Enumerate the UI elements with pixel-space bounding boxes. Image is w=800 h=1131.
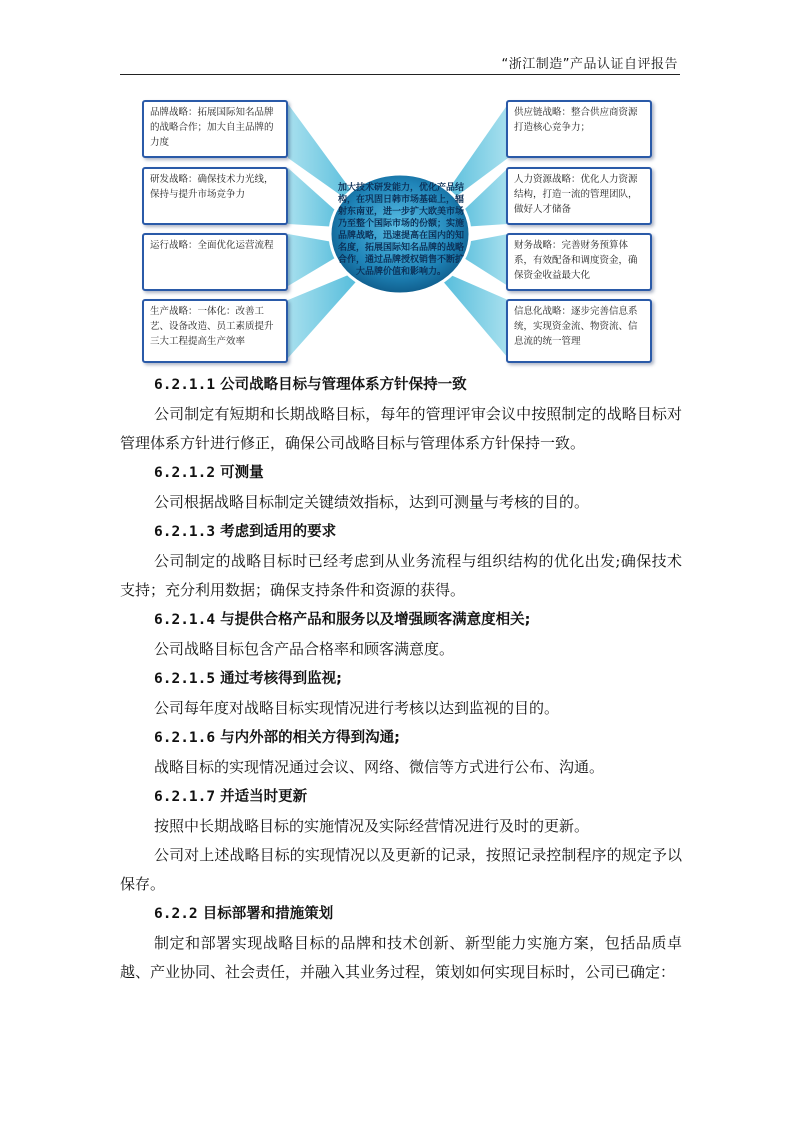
paragraph: 战略目标的实现情况通过会议、网络、微信等方式进行公布、沟通。 <box>154 758 605 776</box>
section-heading: 6.2.1.7 并适当时更新 <box>154 789 308 805</box>
paragraph: 公司根据战略目标制定关键绩效指标，达到可测量与考核的目的。 <box>154 493 590 511</box>
strategy-box-finance: 财务战略：完善财务预算体系，有效配备和调度资金，确保资金收益最大化 <box>506 233 652 291</box>
section <box>120 370 682 458</box>
strategy-box-brand: 品牌战略：拓展国际知名品牌的战略合作；加大自主品牌的力度 <box>142 100 288 158</box>
center-strategy-text: 加大技术研发能力，优化产品结构，在巩固日韩市场基础上，辐射东南亚，进一步扩大欧美市场乃至整个国际市场的份额；实施品牌战略，迅速提高在国内的知名度，拓展国际知名品牌的战略合作，通过品牌授权销售不断扩大品牌价值和影响力。 <box>338 183 464 277</box>
paragraph: 公司对上述战略目标的实现情况以及更新的记录，按照记录控制程序的规定予以保存。 <box>120 846 682 893</box>
header-title: “浙江制造”产品认证自评报告 <box>501 57 678 72</box>
section <box>120 664 682 723</box>
strategy-box-hr: 人力资源战略：优化人力资源结构，打造一流的管理团队，做好人才储备 <box>506 167 652 225</box>
section-heading: 6.2.1.2 可测量 <box>154 465 264 481</box>
strategy-box-supply-chain: 供应链战略：整合供应商资源打造核心竞争力； <box>506 100 652 158</box>
header-rule <box>120 74 680 75</box>
section-heading: 6.2.1.4 与提供合格产品和服务以及增强顾客满意度相关; <box>154 612 531 628</box>
section <box>120 517 682 605</box>
strategy-diagram <box>140 96 660 366</box>
section-heading: 6.2.1.1 公司战略目标与管理体系方针保持一致 <box>154 377 467 393</box>
section-heading: 6.2.2 目标部署和措施策划 <box>154 906 334 922</box>
paragraph: 公司每年度对战略目标实现情况进行考核以达到监视的目的。 <box>154 699 560 717</box>
section <box>120 723 682 782</box>
section-heading: 6.2.1.6 与内外部的相关方得到沟通; <box>154 730 400 746</box>
section <box>120 899 682 987</box>
strategy-box-it: 信息化战略：逐步完善信息系统，实现资金流、物资流、信息流的统一管理 <box>506 299 652 363</box>
paragraph: 公司制定的战略目标时已经考虑到从业务流程与组织结构的优化出发;确保技术支持；充分利用数据；确保支持条件和资源的获得。 <box>120 552 682 599</box>
paragraph: 公司制定有短期和长期战略目标，每年的管理评审会议中按照制定的战略目标对管理体系方针进行修正，确保公司战略目标与管理体系方针保持一致。 <box>120 405 682 452</box>
section <box>120 782 682 899</box>
paragraph: 制定和部署实现战略目标的品牌和技术创新、新型能力实施方案，包括品质卓越、产业协同、社会责任，并融入其业务过程，策划如何实现目标时，公司已确定： <box>120 934 682 981</box>
document-body <box>120 370 682 987</box>
section <box>120 458 682 517</box>
section-heading: 6.2.1.3 考虑到适用的要求 <box>154 524 337 540</box>
section-heading: 6.2.1.5 通过考核得到监视; <box>154 671 342 687</box>
paragraph: 公司战略目标包含产品合格率和顾客满意度。 <box>154 640 455 658</box>
strategy-box-production: 生产战略：一体化：改善工艺、设备改造、员工素质提升三大工程提高生产效率 <box>142 299 288 363</box>
strategy-box-rd: 研发战略：确保技术力光线，保持与提升市场竞争力 <box>142 167 288 225</box>
section <box>120 605 682 664</box>
paragraph: 按照中长期战略目标的实施情况及实际经营情况进行及时的更新。 <box>154 817 590 835</box>
strategy-box-operation: 运行战略：全面优化运营流程 <box>142 233 288 291</box>
